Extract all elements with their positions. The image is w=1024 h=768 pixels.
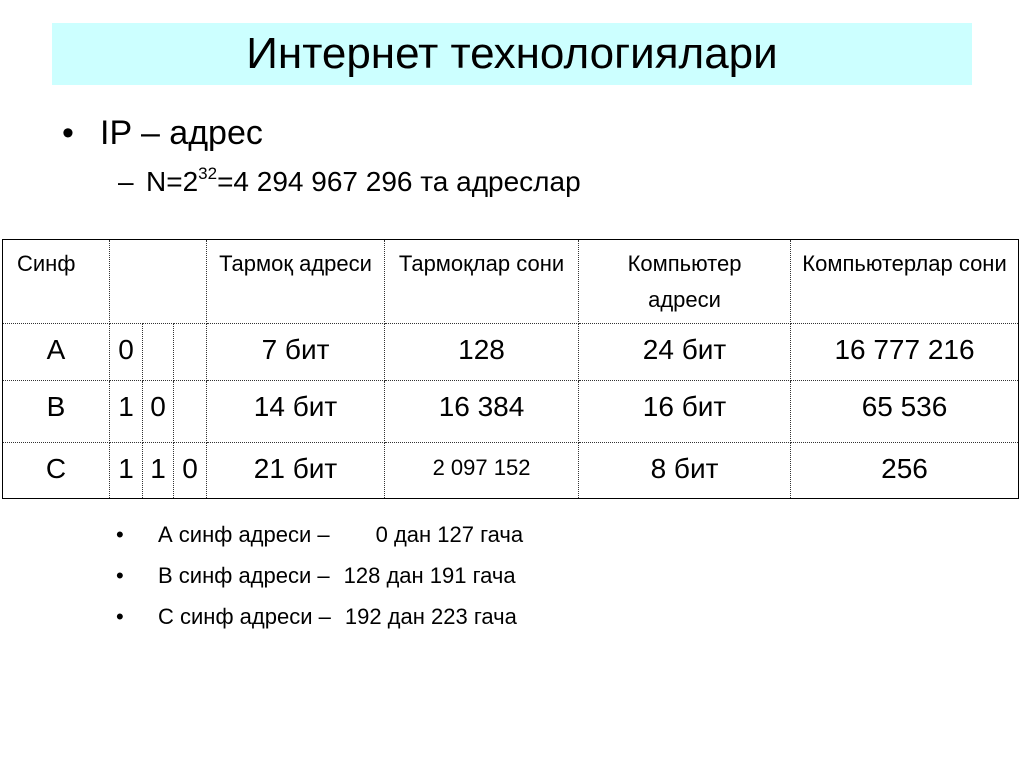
header-bits (110, 240, 207, 324)
list-bullet: • (116, 563, 124, 588)
address-count-formula (146, 166, 581, 198)
cell-bit: 0 (110, 324, 143, 381)
list-item (116, 563, 523, 604)
list-bullet: • (116, 522, 124, 547)
header-computer-address-line2: адреси (648, 286, 721, 312)
title-banner (52, 23, 972, 85)
range-value: 0 дан 127 гача (375, 522, 524, 547)
bullet-text: IP – адрес (100, 114, 263, 152)
table-header-row (3, 240, 1019, 324)
header-network-count: Тармоқлар сони (385, 240, 579, 324)
bullet-ip-address (62, 114, 263, 153)
page-title: Интернет технологиялари (246, 29, 778, 78)
bullet-marker: • (62, 114, 74, 152)
formula-exponent: 32 (198, 164, 218, 183)
cell-network-address: 7 бит (207, 324, 385, 381)
table-row (3, 443, 1019, 499)
cell-computer-count: 16 777 216 (791, 324, 1019, 381)
cell-computer-address: 24 бит (579, 324, 791, 381)
cell-class: A (3, 324, 110, 381)
cell-network-count: 16 384 (385, 381, 579, 443)
formula-prefix: N=2 (146, 166, 199, 197)
cell-bit (174, 381, 207, 443)
cell-bit: 1 (110, 381, 143, 443)
table-row (3, 381, 1019, 443)
cell-computer-count: 256 (791, 443, 1019, 499)
cell-class: C (3, 443, 110, 499)
table-row (3, 324, 1019, 381)
header-computer-address-line1: Компьютер (627, 251, 742, 276)
cell-bit (174, 324, 207, 381)
header-computer-address (579, 240, 791, 324)
formula-suffix: =4 294 967 296 та адреслар (217, 166, 581, 197)
sub-bullet-marker: – (118, 166, 134, 197)
range-label: А синф адреси – (158, 522, 330, 547)
cell-computer-count: 65 536 (791, 381, 1019, 443)
cell-bit (143, 324, 174, 381)
cell-bit: 1 (143, 443, 174, 499)
cell-computer-address: 8 бит (579, 443, 791, 499)
list-bullet: • (116, 604, 124, 629)
cell-bit: 1 (110, 443, 143, 499)
header-class: Синф (3, 240, 110, 324)
header-network-address: Тармоқ адреси (207, 240, 385, 324)
cell-network-address: 14 бит (207, 381, 385, 443)
cell-class: B (3, 381, 110, 443)
list-item (116, 522, 523, 563)
range-value: 128 дан 191 гача (343, 563, 516, 588)
ip-class-table (2, 239, 1019, 499)
range-label: В синф адреси – (158, 563, 330, 588)
cell-bit: 0 (143, 381, 174, 443)
cell-network-count: 128 (385, 324, 579, 381)
range-value: 192 дан 223 гача (344, 604, 517, 629)
class-range-list (116, 522, 523, 645)
cell-bit: 0 (174, 443, 207, 499)
cell-network-address: 21 бит (207, 443, 385, 499)
list-item (116, 604, 523, 645)
sub-bullet-address-count (118, 166, 581, 198)
header-computer-count: Компьютерлар сони (791, 240, 1019, 324)
cell-network-count: 2 097 152 (385, 443, 579, 499)
range-label: С синф адреси – (158, 604, 331, 629)
cell-computer-address: 16 бит (579, 381, 791, 443)
